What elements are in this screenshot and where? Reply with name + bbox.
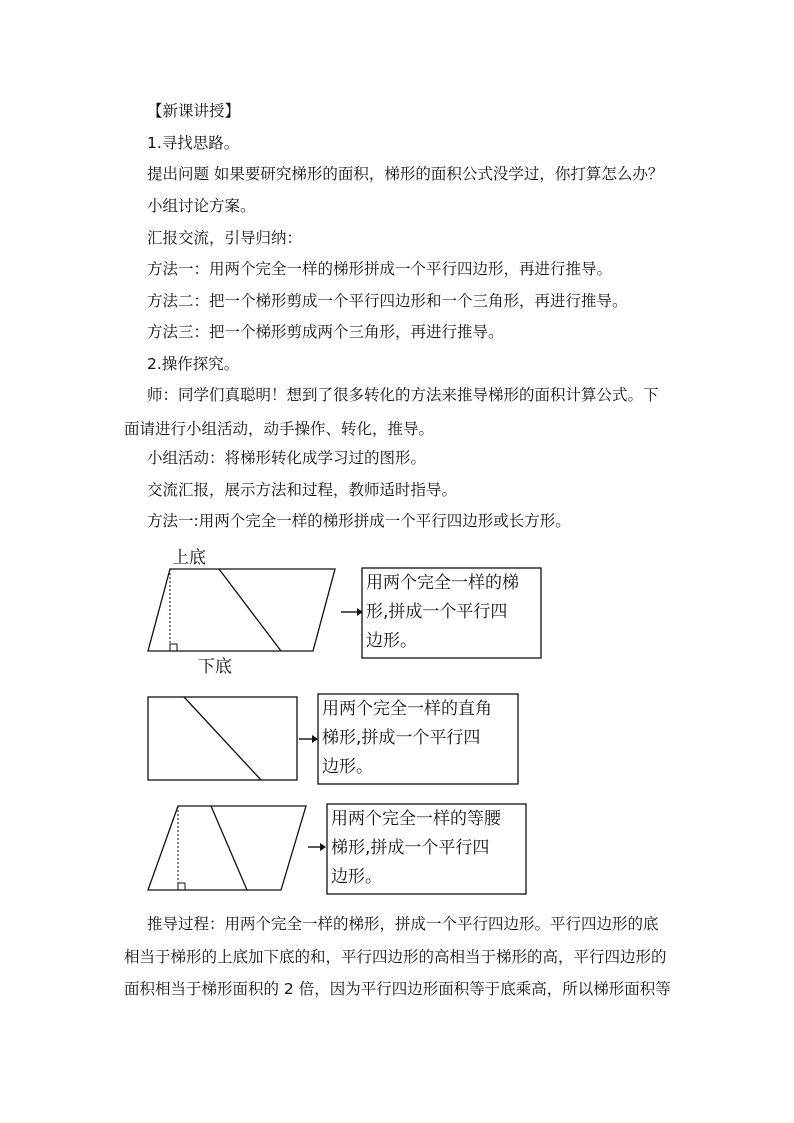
dividing-line — [184, 697, 261, 780]
text-line: 方法一：用两个完全一样的梯形拼成一个平行四边形，再进行推导。 — [147, 260, 613, 278]
text-line: 提出问题 如果要研究梯形的面积，梯形的面积公式没学过，你打算怎么办？ — [147, 165, 664, 183]
box-line: 用两个完全一样的梯 — [366, 573, 519, 593]
top-base-label: 上底 — [172, 548, 206, 568]
derivation-line: 面积相当于梯形面积的 2 倍，因为平行四边形面积等于底乘高，所以梯形面积等 — [124, 980, 671, 998]
text-line: 2.操作探究。 — [147, 355, 240, 373]
figure-3 — [148, 804, 526, 894]
parallelogram-shape — [148, 569, 335, 651]
figure-2 — [148, 694, 518, 784]
dividing-line — [219, 569, 281, 651]
derivation-line: 推导过程：用两个完全一样的梯形，拼成一个平行四边形。平行四边形的底 — [147, 915, 659, 933]
arrow-head-icon — [312, 735, 318, 743]
arrow-head-icon — [320, 843, 326, 851]
text-line: 交流汇报，展示方法和过程，教师适时指导。 — [147, 481, 458, 499]
dividing-line — [211, 806, 247, 890]
text-line: 小组活动：将梯形转化成学习过的图形。 — [147, 449, 427, 467]
box-line: 梯形,拼成一个平行四 — [322, 728, 481, 748]
parallelogram-shape — [148, 806, 306, 890]
text-line: 方法二：把一个梯形剪成一个平行四边形和一个三角形，再进行推导。 — [147, 292, 628, 310]
box-line: 形,拼成一个平行四 — [366, 602, 508, 622]
figure-1 — [148, 548, 541, 677]
box-line: 边形。 — [322, 757, 373, 777]
box-line: 用两个完全一样的等腰 — [331, 809, 501, 829]
bottom-base-label: 下底 — [198, 657, 232, 677]
box-line: 梯形,拼成一个平行四 — [331, 838, 490, 858]
box-line: 边形。 — [331, 867, 382, 887]
text-line: 方法三：把一个梯形剪成两个三角形，再进行推导。 — [147, 323, 504, 341]
section-heading: 【新课讲授】 — [147, 102, 241, 120]
box-line: 用两个完全一样的直角 — [322, 699, 492, 719]
derivation-line: 相当于梯形的上底加下底的和，平行四边形的高相当于梯形的高，平行四边形的 — [124, 948, 667, 966]
text-line: 方法一:用两个完全一样的梯形拼成一个平行四边形或长方形。 — [147, 512, 571, 530]
text-line: 师：同学们真聪明！想到了很多转化的方法来推导梯形的面积计算公式。下 — [147, 386, 659, 404]
text-line: 小组讨论方案。 — [147, 197, 256, 215]
right-angle-mark — [178, 883, 185, 890]
right-angle-mark — [170, 644, 177, 651]
text-line: 汇报交流，引导归纳： — [147, 229, 303, 247]
text-line: 面请进行小组活动，动手操作、转化，推导。 — [124, 420, 435, 438]
text-line: 1.寻找思路。 — [147, 134, 240, 152]
box-line: 边形。 — [366, 631, 417, 651]
